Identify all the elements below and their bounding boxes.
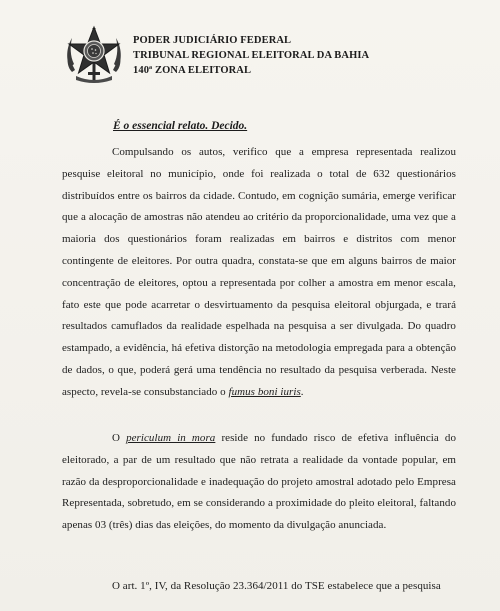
- paragraph-2-start: O: [112, 432, 127, 444]
- paragraph-3-text: O art. 1º, IV, da Resolução 23.364/2011 do TSE estabelece que a pesquisa: [112, 580, 441, 592]
- paragraph-1-text: Compulsando os autos, verifico que a empresa representada realizou pesquise eleitoral no município, onde foi realizada o total de 632 questionários distribuídos entre os bairros da cidade. Contudo, em cognição sumária, emerge verificar que a alocação de amostras não atendeu ao critério da proporcionalidade, uma vez que a maioria dos questionários foram realizadas em bairros e distritos com menor contingente de eleitores. Por outra quadra, constata-se que em alguns bairros de maior concentração de eleitores, optou a representada por colher a amostra em menor escala, fato este que pode acarretar o desvirtuamento da pesquisa eleitoral objurgada, e trará resultados camuflados da realidade espelhada na pesquisa a ser divulgada. Do quadro estampado, a evidência, há efetiva distorção na metodologia empregada para a obtenção de dados, o que, poderá gerá uma tendência no resultado da pesquisa verberada. Neste aspecto, revela-se consubstanciado o: [62, 146, 456, 398]
- header-line-3: 140ª ZONA ELEITORAL: [133, 65, 252, 76]
- paragraph-2-text: reside no fundado risco de efetiva influência do eleitorado, a par de um resultado que não retrata a realidade da vontade popular, em razão da desproporcionalidade e inadequação do projeto amostral adotado pelo Empresa Representada, sobretudo, em se considerando a proximidade do pleito eleitoral, faltando apenas 03 (três) dias das eleições, do momento da divulgação anunciada.: [62, 432, 457, 532]
- brazil-coat-of-arms-icon: [62, 22, 126, 86]
- header-line-2: TRIBUNAL REGIONAL ELEITORAL DA BAHIA: [133, 50, 370, 61]
- header-line-1: PODER JUDICIÁRIO FEDERAL: [133, 35, 292, 46]
- paragraph-2: [62, 428, 456, 537]
- paragraph-1: [62, 142, 456, 404]
- section-heading: É o essencial relato. Decido.: [113, 120, 248, 132]
- paragraph-3: [62, 576, 456, 598]
- latin-term-periculum: periculum in mora: [126, 432, 216, 444]
- paragraph-1-end: .: [300, 385, 304, 398]
- latin-term-fumus: fumus boni iuris: [228, 385, 301, 398]
- institution-header: [133, 33, 369, 78]
